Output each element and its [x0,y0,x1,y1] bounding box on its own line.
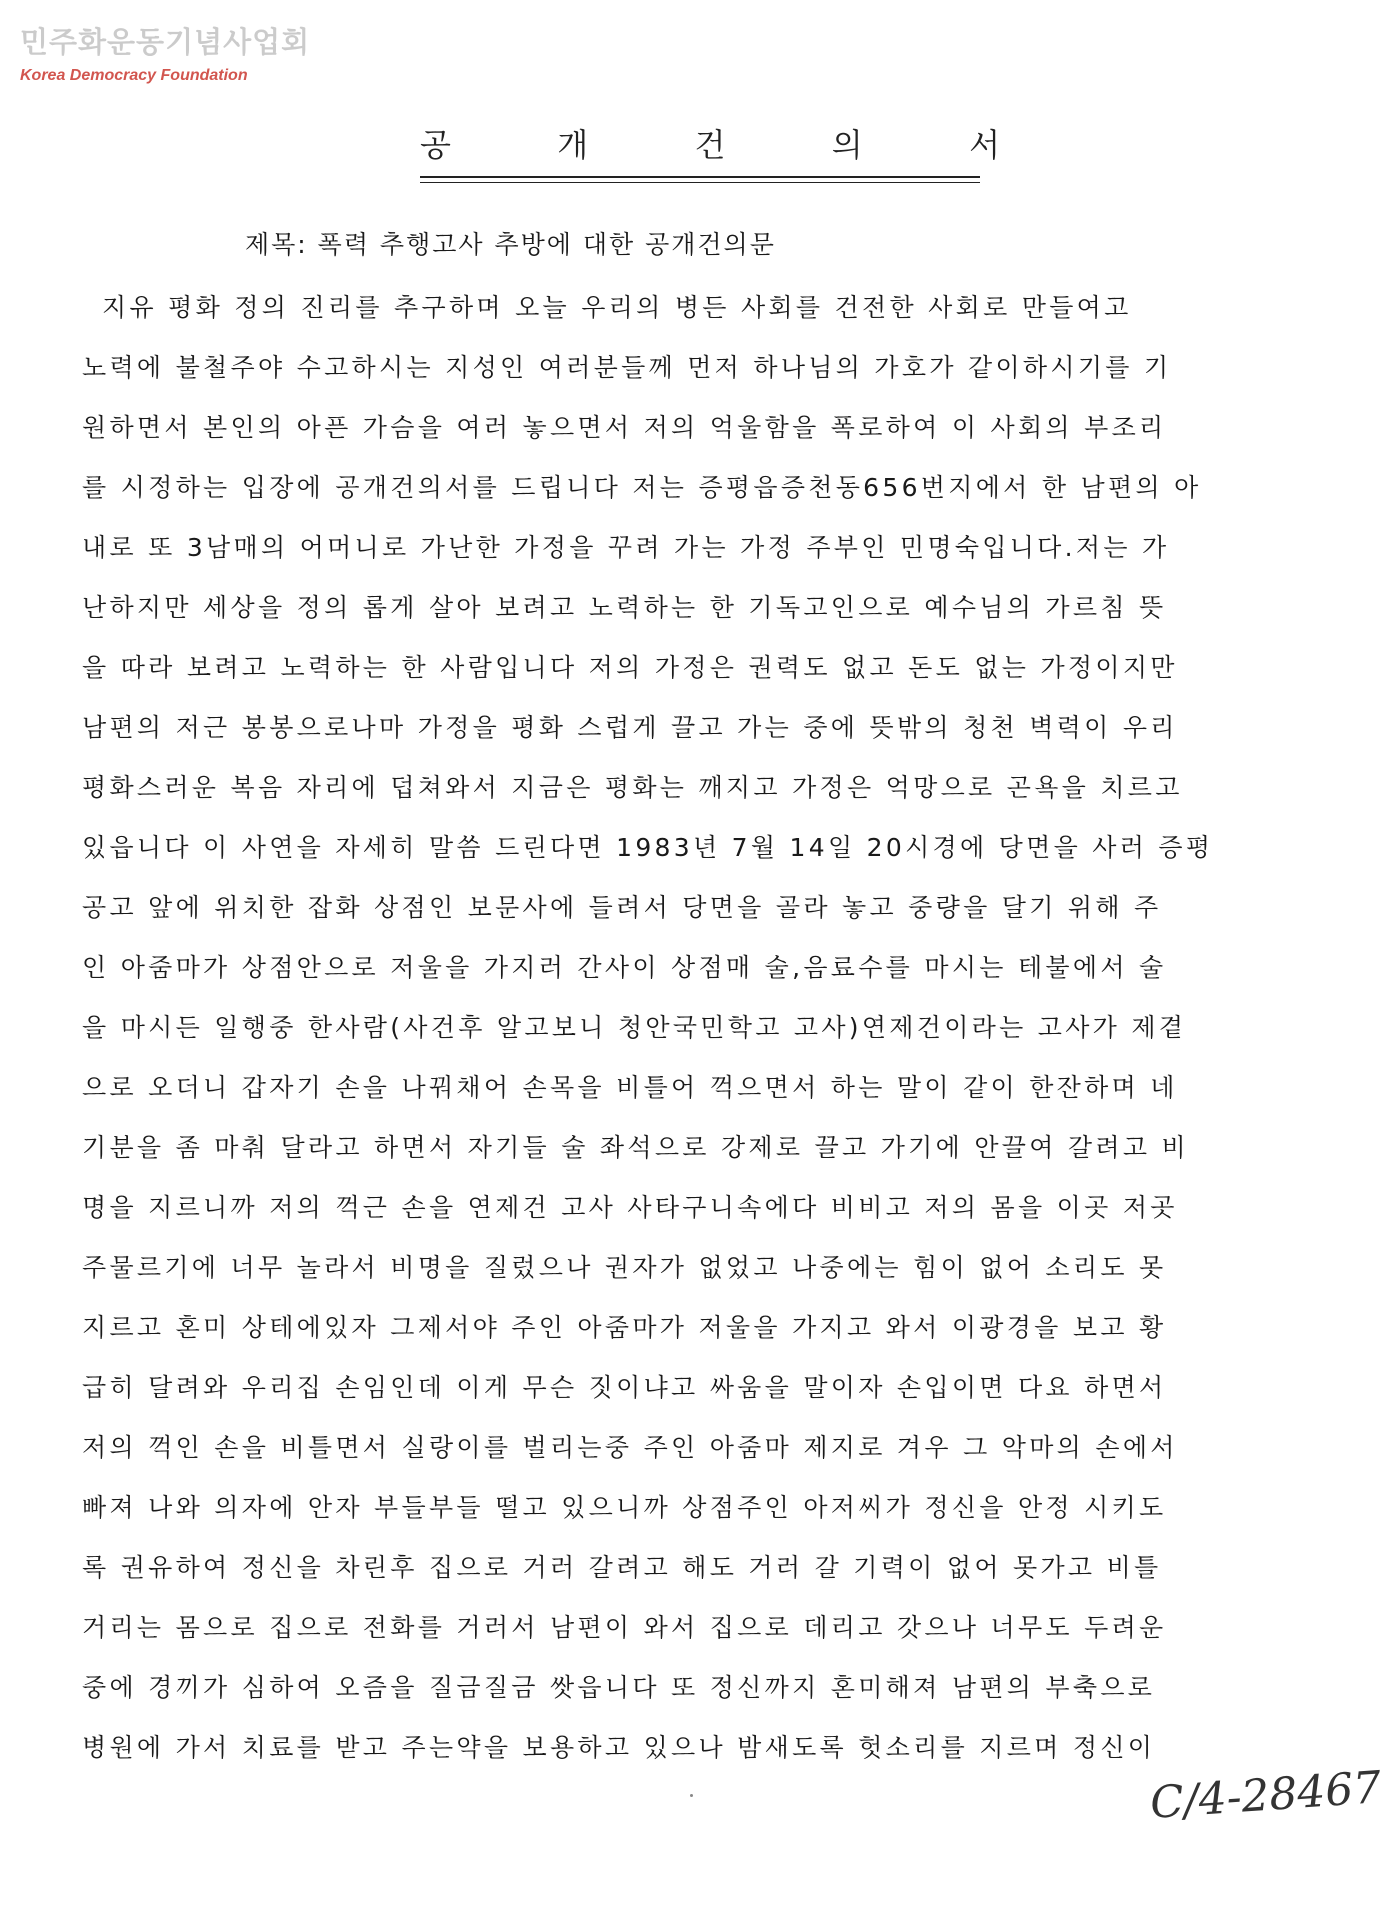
document-title [420,120,1000,166]
body-line: 을 마시든 일행중 한사람(사건후 알고보니 청안국민학고 고사)연제건이라는 고사가 제곁 [82,1013,1187,1042]
body-line: 난하지만 세상을 정의 롭게 살아 보려고 노력하는 한 기독고인으로 예수님의 가르침 뜻 [82,593,1167,622]
title-char: 공 [420,126,451,164]
body-line: 거리는 몸으로 집으로 전화를 거러서 남편이 와서 집으로 데리고 갓으나 너무도 두려운 [82,1613,1167,1642]
body-line: 를 시정하는 입장에 공개건의서를 드립니다 저는 증평읍증천동656번지에서 한 남편의 아 [82,473,1202,502]
body-line: 저의 꺽인 손을 비틀면서 실랑이를 벌리는중 주인 아줌마 제지로 겨우 그 악마의 손에서 [82,1433,1178,1462]
title-char: 서 [969,126,1000,164]
body-line: 명을 지르니까 저의 꺽근 손을 연제건 고사 사타구니속에다 비비고 저의 몸을 이곳 저곳 [82,1193,1178,1222]
body-line: 을 따라 보려고 노력하는 한 사람입니다 저의 가정은 권력도 없고 돈도 없는 가정이지만 [82,653,1178,682]
body-line: 지르고 혼미 상테에있자 그제서야 주인 아줌마가 저울을 가지고 와서 이광경을 보고 황 [82,1313,1167,1342]
title-char: 의 [831,126,863,164]
body-line: 으로 오더니 갑자기 손을 나꿔채어 손목을 비틀어 꺽으면서 하는 말이 같이 한잔하며 네 [82,1073,1178,1102]
body-text [82,278,1322,1778]
title-char: 건 [694,126,726,164]
scan-speck [690,1794,693,1797]
body-line: 인 아줌마가 상점안으로 저울을 가지러 간사이 상점매 술,음료수를 마시는 테불에서 술 [82,953,1167,982]
subject-line: 제목: 폭력 추행고사 추방에 대한 공개건의문 [245,230,776,259]
body-line: 노력에 불철주야 수고하시는 지성인 여러분들께 먼저 하나님의 가호가 같이하시기를 기 [82,353,1172,382]
body-line: 빠져 나와 의자에 안자 부들부들 떨고 있으니까 상점주인 아저씨가 정신을 안정 시키도 [82,1493,1167,1522]
watermark-english: Korea Democracy Foundation [20,67,248,84]
archive-stamp: C/4-28467 [1148,1761,1383,1830]
body-line: 지유 평화 정의 진리를 추구하며 오늘 우리의 병든 사회를 건전한 사회로 만들여고 [102,293,1132,322]
body-line: 원하면서 본인의 아픈 가슴을 여러 놓으면서 저의 억울함을 폭로하여 이 사회의 부조리 [82,413,1167,442]
body-line: 공고 앞에 위치한 잡화 상점인 보문사에 들려서 당면을 골라 놓고 중량을 달기 위해 주 [82,893,1162,922]
body-line: 평화스러운 복음 자리에 덥쳐와서 지금은 평화는 깨지고 가정은 억망으로 곤욕을 치르고 [82,773,1183,802]
body-line: 내로 또 3남매의 어머니로 가난한 가정을 꾸려 가는 가정 주부인 민명숙입니다.저는 가 [82,533,1170,562]
body-line: 주물르기에 너무 놀라서 비명을 질렀으나 권자가 없었고 나중에는 힘이 없어 소리도 못 [82,1253,1167,1282]
body-line: 병원에 가서 치료를 받고 주는약을 보용하고 있으나 밤새도록 헛소리를 지르며 정신이 [82,1733,1156,1762]
body-line: 급히 달려와 우리집 손임인데 이게 무슨 짓이냐고 싸움을 말이자 손입이면 다요 하면서 [82,1373,1167,1402]
body-line: 중에 경끼가 심하여 오즘을 질금질금 쌋읍니다 또 정신까지 혼미해져 남편의 부축으로 [82,1673,1156,1702]
body-line: 기분을 좀 마춰 달라고 하면서 자기들 술 좌석으로 강제로 끌고 가기에 안끌여 갈려고 비 [82,1133,1189,1162]
body-line: 록 권유하여 정신을 차린후 집으로 거러 갈려고 해도 거러 갈 기력이 없어 못가고 비틀 [82,1553,1162,1582]
title-underline [420,176,980,178]
watermark [20,24,320,86]
title-underline-thin [420,182,980,183]
watermark-korean: 민주화운동기념사업회 [20,25,311,59]
title-char: 개 [557,126,589,164]
body-line: 있읍니다 이 사연을 자세히 말씀 드린다면 1983년 7월 14일 20시경에 당면을 사러 증평 [82,833,1214,862]
body-line: 남편의 저근 봉봉으로나마 가정을 평화 스럽게 끌고 가는 중에 뜻밖의 청천 벽력이 우리 [82,713,1178,742]
